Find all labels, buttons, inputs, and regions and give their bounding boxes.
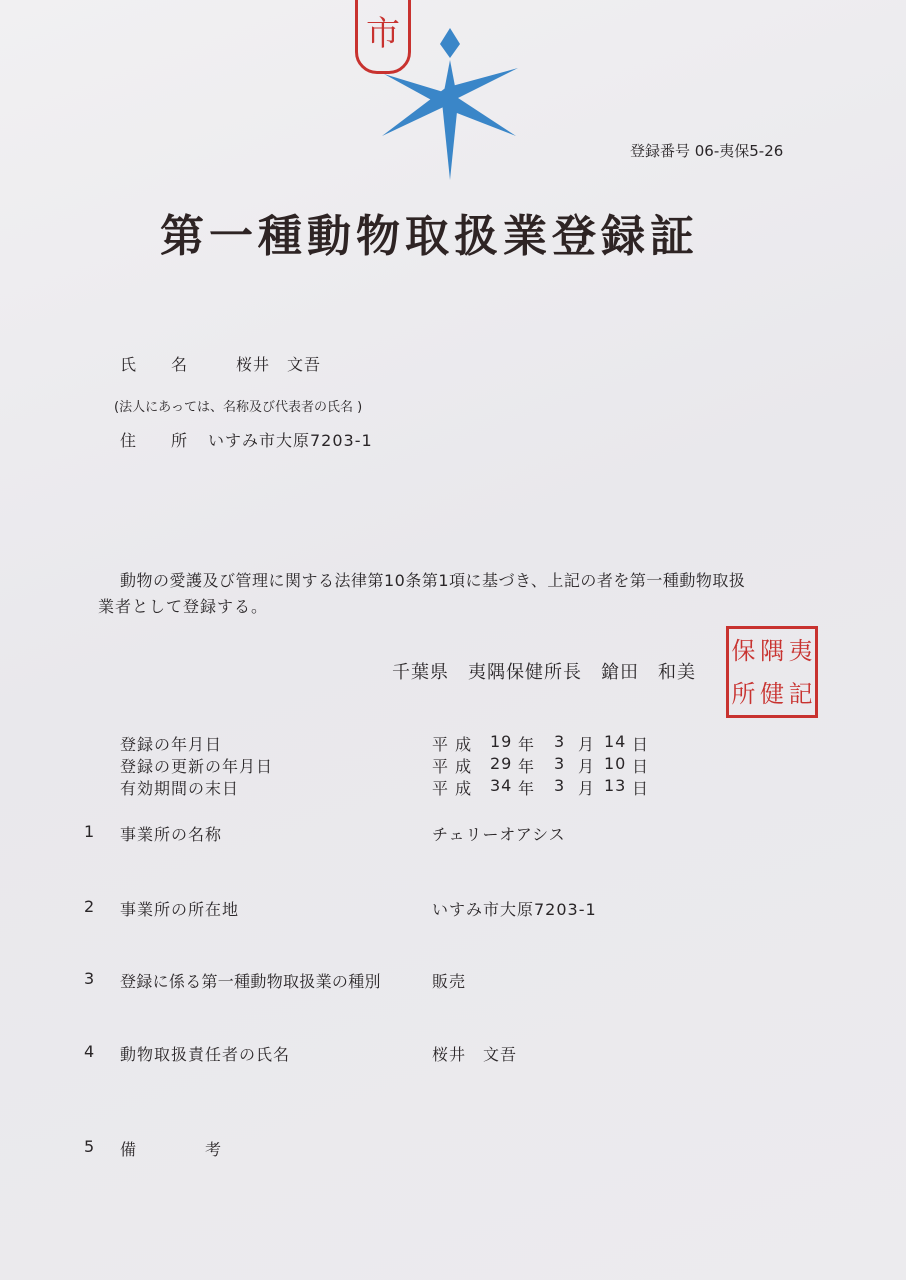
seal-char: 保: [731, 636, 756, 665]
date-day: 13: [604, 776, 627, 795]
date-year: 34: [490, 776, 513, 795]
date-year-unit: 年: [518, 735, 536, 754]
date-row-registration: [0, 732, 906, 754]
date-year-unit: 年: [518, 757, 536, 776]
page-title: 第一種動物取扱業登録証: [160, 211, 699, 262]
date-month: 3: [554, 776, 566, 795]
date-month: 3: [554, 732, 566, 751]
date-month: 3: [554, 754, 566, 773]
date-era: 平 成: [432, 735, 473, 754]
date-month-unit: 月: [578, 735, 596, 754]
item-value: いすみ市大原7203-1: [432, 900, 597, 919]
date-era: 平 成: [432, 757, 473, 776]
seal-char: 夷: [788, 636, 813, 665]
item-number: 2: [84, 897, 96, 916]
date-day: 10: [604, 754, 627, 773]
date-month-unit: 月: [578, 779, 596, 798]
date-day-unit: 日: [632, 779, 650, 798]
date-label: 登録の更新の年月日: [120, 757, 274, 776]
seal-char: 健: [759, 679, 784, 708]
item-label: 備 考: [120, 1140, 223, 1159]
date-label: 有効期間の末日: [120, 779, 240, 798]
name-label: 氏 名: [120, 355, 189, 374]
date-row-renewal: [0, 754, 906, 776]
date-row-expiry: [0, 776, 906, 798]
official-seal: [726, 626, 818, 718]
address-value: いすみ市大原7203-1: [208, 431, 373, 450]
item-number: 1: [84, 822, 96, 841]
corporate-note: (法人にあっては、名称及び代表者の氏名 ): [114, 400, 363, 415]
item-value: 桜井 文吾: [432, 1045, 518, 1064]
declaration-line-1: 動物の愛護及び管理に関する法律第10条第1項に基づき、上記の者を第一種動物取扱: [120, 571, 746, 590]
date-day-unit: 日: [632, 757, 650, 776]
item-number: 4: [84, 1042, 96, 1061]
item-number: 3: [84, 969, 96, 988]
date-label: 登録の年月日: [120, 735, 223, 754]
issuer-signature: 千葉県 夷隅保健所長 鎗田 和美: [392, 662, 696, 683]
item-label: 事業所の名称: [120, 825, 223, 844]
registration-number: 登録番号 06-夷保5-26: [630, 142, 784, 160]
declaration-line-2: 業者として登録する。: [98, 597, 269, 616]
seal-char: 記: [788, 679, 813, 708]
name-value: 桜井 文吾: [236, 355, 322, 374]
chiba-emblem-icon: [380, 24, 520, 180]
date-year: 19: [490, 732, 513, 751]
item-number: 5: [84, 1137, 96, 1156]
date-month-unit: 月: [578, 757, 596, 776]
address-label: 住 所: [120, 431, 189, 450]
item-label: 登録に係る第一種動物取扱業の種別: [120, 972, 381, 991]
item-value: チェリーオアシス: [432, 825, 566, 844]
item-value: 販売: [432, 972, 467, 991]
top-seal-text: 市: [366, 14, 400, 54]
date-year: 29: [490, 754, 513, 773]
date-era: 平 成: [432, 779, 473, 798]
seal-char: 隅: [759, 636, 784, 665]
date-day-unit: 日: [632, 735, 650, 754]
item-label: 事業所の所在地: [120, 900, 240, 919]
date-day: 14: [604, 732, 627, 751]
item-label: 動物取扱責任者の氏名: [120, 1045, 291, 1064]
date-year-unit: 年: [518, 779, 536, 798]
seal-char: 所: [731, 679, 756, 708]
